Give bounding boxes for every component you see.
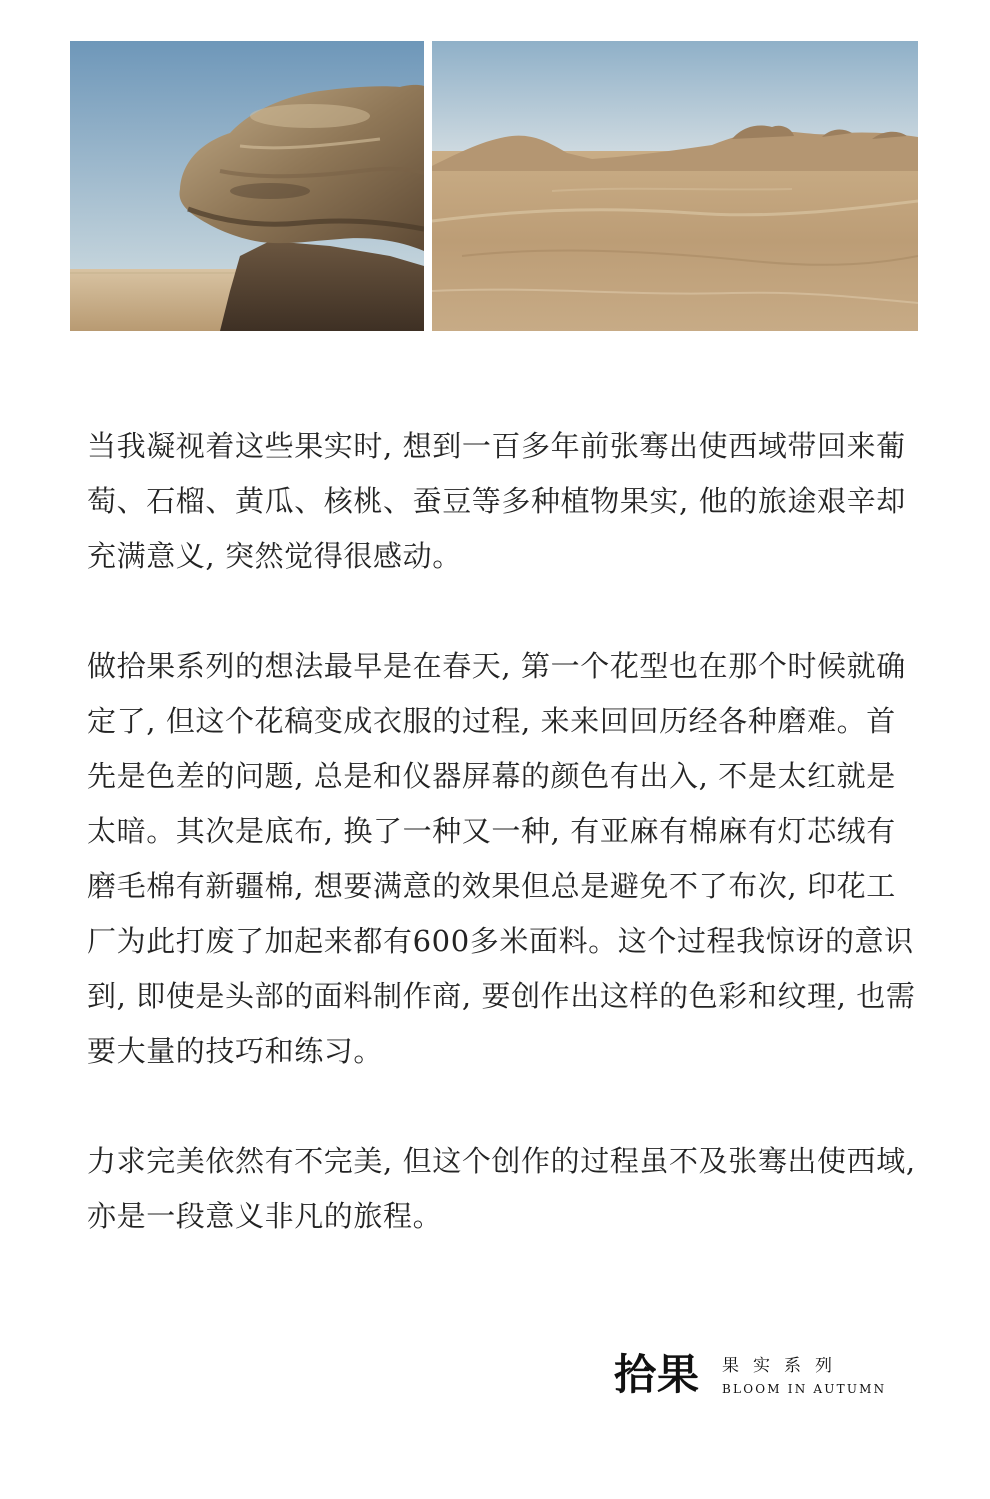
brand-series-en: BLOOM IN AUTUMN [722, 1382, 887, 1396]
rock-formation-image [70, 41, 424, 331]
desert-landscape-image [432, 41, 918, 331]
brand-signature [614, 1352, 886, 1398]
desert-landscape-photo [432, 41, 918, 331]
brand-series-cn: 果实系列 [722, 1356, 847, 1376]
article-body [87, 419, 917, 1244]
brand-series [722, 1355, 886, 1397]
article-paragraph-1: 当我凝视着这些果实时, 想到一百多年前张骞出使西域带回来葡萄、石榴、黄瓜、核桃、蚕豆等多种植物果实, 他的旅途艰辛却充满意义, 突然觉得很感动。 [87, 429, 906, 573]
article-paragraph-3: 力求完美依然有不完美, 但这个创作的过程虽不及张骞出使西域, 亦是一段意义非凡的旅程。 [87, 1144, 916, 1233]
article-paragraph-2: 做拾果系列的想法最早是在春天, 第一个花型也在那个时候就确定了, 但这个花稿变成衣服的过程, 来来回回历经各种磨难。首先是色差的问题, 总是和仪器屏幕的颜色有出入, 不是太红就是太暗。其次是底布, 换了一种又一种, 有亚麻有棉麻有灯芯绒有磨毛棉有新疆棉, 想要满意的效果但总是避免不了布次, 印花工厂为此打废了加起来都有600多米面料。这个过程我惊讶的意识到, 即使是头部的面料制作商, 要创作出这样的色彩和纹理, 也需要大量的技巧和练习。 [87, 649, 916, 1068]
rock-formation-photo [70, 41, 424, 331]
brand-name: 拾果 [614, 1350, 701, 1399]
